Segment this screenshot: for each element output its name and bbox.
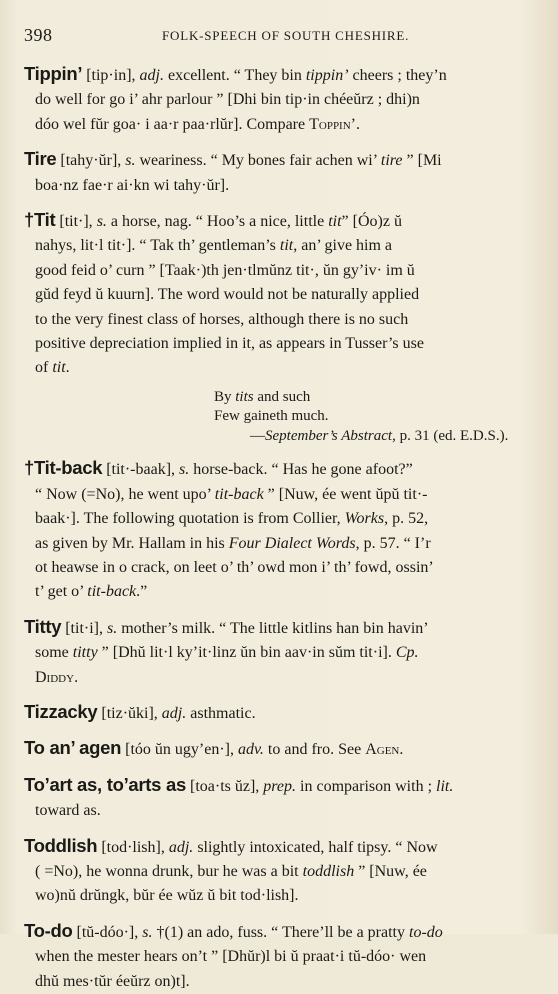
pronunciation: [toa·ts ŭz], bbox=[185, 777, 264, 795]
cross-reference: Agen bbox=[365, 741, 400, 759]
definition-text: asthmatic. bbox=[186, 705, 256, 723]
pronunciation: [tŭ-dóo·], bbox=[72, 923, 143, 941]
entry-line bbox=[24, 456, 542, 482]
definition-text: ” [Óo)z ŭ bbox=[341, 213, 402, 231]
headword: Toddlish bbox=[24, 834, 98, 856]
definition-text: when the mester hears on’t ” [Dhŭr)l bi ŭ praat·i tŭ-dóo· wen bbox=[35, 948, 427, 966]
pronunciation: [tiz·ŭki], bbox=[97, 705, 162, 723]
definition-text: , p. 52, bbox=[384, 510, 429, 528]
entry-line bbox=[24, 860, 542, 884]
part-of-speech: adj. bbox=[161, 705, 187, 723]
entry-line bbox=[24, 147, 542, 173]
definition-text: positive depreciation implied in it, as appears in Tusser’s use bbox=[35, 335, 424, 353]
entry-line bbox=[24, 88, 542, 112]
definition-text: good feid o’ curn ” [Taak·)th jen·tlmŭnz tit·, ŭn gy’iv· im ŭ bbox=[35, 261, 415, 279]
entry-line bbox=[24, 308, 542, 332]
compare-abbrev: Cp. bbox=[395, 644, 419, 662]
entry-toart-as bbox=[24, 773, 542, 824]
italic-example: tit bbox=[52, 359, 66, 377]
definition-text: dóo wel fŭr goa· i aa·r paa·rlŭr]. Compare bbox=[35, 115, 310, 133]
definition-text: nahys, lit·l tit·]. “ Tak th’ gentleman’s bbox=[35, 237, 280, 255]
pronunciation: [tit·i], bbox=[61, 619, 107, 637]
entry-line bbox=[24, 700, 542, 726]
entry-line bbox=[24, 641, 542, 665]
entry-line bbox=[24, 113, 542, 137]
headword: To-do bbox=[24, 919, 73, 941]
quotation-line bbox=[214, 388, 542, 408]
italic-example: tit bbox=[279, 237, 294, 255]
definition-text: baak·]. The following quotation is from Collier, bbox=[35, 510, 345, 528]
quotation-text: By bbox=[214, 388, 236, 405]
page-header bbox=[24, 25, 538, 47]
definition-text: excellent. “ They bin bbox=[163, 67, 306, 84]
headword: Tippin’ bbox=[24, 63, 83, 84]
quotation-italic: tits bbox=[235, 388, 254, 405]
headword: Tizzacky bbox=[24, 701, 98, 723]
part-of-speech: adj. bbox=[168, 838, 194, 856]
definition-text: “ Now (=No), he went upo’ bbox=[35, 485, 215, 503]
entry-line bbox=[24, 919, 542, 945]
cross-reference: Diddy bbox=[35, 668, 75, 686]
entry-line bbox=[24, 259, 542, 283]
definition-text: wo)nŭ drŭngk, bŭr ée wŭz ŭ bit tod·lish]. bbox=[35, 887, 299, 905]
definition-text: . bbox=[65, 359, 70, 377]
definition-text: ” [Mi bbox=[402, 152, 442, 170]
definition-text: mother’s milk. “ The little kitlins han bin havin’ bbox=[117, 619, 429, 637]
quotation-text: — bbox=[250, 427, 265, 444]
definition-text: as given by Mr. Hallam in his bbox=[35, 534, 229, 552]
pronunciation: [tod·lish], bbox=[97, 838, 169, 856]
entry-tippin bbox=[24, 62, 542, 137]
quotation-line bbox=[214, 407, 542, 427]
entry-line bbox=[24, 615, 542, 641]
entry-line bbox=[24, 356, 542, 380]
quotation-attribution bbox=[250, 427, 542, 447]
literal-abbrev: lit. bbox=[436, 777, 454, 795]
definition-text: slightly intoxicated, half tipsy. “ Now bbox=[193, 838, 438, 856]
headword: †Tit-back bbox=[24, 457, 103, 479]
italic-example: tit-back bbox=[87, 583, 137, 601]
italic-example: tit-back bbox=[214, 485, 264, 503]
definition-text: cheers ; they’n bbox=[348, 67, 447, 84]
cross-reference: Toppin’ bbox=[309, 115, 356, 133]
definition-text: t’ get o’ bbox=[35, 583, 88, 601]
part-of-speech: adv. bbox=[237, 741, 264, 759]
entry-titty bbox=[24, 615, 542, 690]
dictionary-body bbox=[24, 62, 542, 994]
entry-line bbox=[24, 332, 542, 356]
part-of-speech: s. bbox=[106, 619, 118, 637]
entry-line bbox=[24, 799, 542, 823]
quotation-text: Few gaineth much. bbox=[214, 408, 329, 425]
definition-text: ( =No), he wonna drunk, bur he was a bit bbox=[35, 863, 303, 881]
headword: Tire bbox=[24, 148, 57, 170]
definition-text: . bbox=[399, 741, 404, 759]
entry-line bbox=[24, 736, 542, 762]
definition-text: some bbox=[35, 644, 73, 662]
definition-text: weariness. “ My bones fair achen wi’ bbox=[135, 152, 381, 170]
definition-text: , p. 57. “ I’r bbox=[355, 534, 431, 552]
entry-line bbox=[24, 556, 542, 580]
definition-text: horse-back. “ Has he gone afoot?” bbox=[189, 461, 413, 479]
part-of-speech: s. bbox=[125, 152, 136, 170]
entry-tizzacky bbox=[24, 700, 542, 726]
definition-text: ” [Nuw, ée went ŭpŭ tit·- bbox=[263, 485, 428, 503]
italic-example: titty bbox=[72, 644, 98, 662]
definition-text: boa·nz fae·r ai·kn wi tahy·ŭr]. bbox=[35, 176, 230, 194]
pronunciation: [tip·in], bbox=[82, 67, 140, 84]
part-of-speech: s. bbox=[179, 461, 190, 479]
definition-text: of bbox=[35, 359, 53, 377]
definition-text: ” [Nuw, ée bbox=[354, 863, 427, 881]
entry-tit bbox=[24, 208, 542, 381]
entry-line bbox=[24, 532, 542, 556]
entry-line bbox=[24, 507, 542, 531]
source-title: Works bbox=[344, 510, 385, 528]
pronunciation: [tit·], bbox=[55, 213, 97, 231]
italic-example: tire bbox=[380, 152, 403, 170]
entry-line bbox=[24, 970, 542, 994]
quotation-text: and such bbox=[253, 388, 311, 405]
definition-text: . bbox=[74, 668, 79, 686]
definition-text: a horse, nag. “ Hoo’s a nice, little bbox=[106, 213, 329, 231]
entry-line bbox=[24, 834, 542, 860]
entry-line bbox=[24, 666, 542, 690]
italic-example: to-do bbox=[409, 923, 443, 941]
definition-text: toward as. bbox=[35, 802, 101, 820]
headword: To’art as, to’arts as bbox=[24, 773, 186, 795]
entry-toddlish bbox=[24, 834, 542, 909]
entry-line bbox=[24, 773, 542, 799]
running-head: FOLK-SPEECH OF SOUTH CHESHIRE. bbox=[162, 28, 410, 43]
definition-text: ” [Dhŭ lit·l ky’it·linz ŭn bin aav·in sŭm tit·i]. bbox=[97, 644, 396, 662]
headword: Titty bbox=[24, 615, 62, 637]
entry-line bbox=[24, 62, 542, 88]
source-title: Four Dialect Words bbox=[228, 534, 356, 552]
definition-text: gŭd feyd ŭ kuurn]. The word would not be naturally applied bbox=[35, 286, 420, 304]
headword: To an’ agen bbox=[24, 737, 122, 759]
definition-text: to the very finest class of horses, although there is no such bbox=[35, 310, 409, 328]
definition-text: ot heawse in o crack, on leet o’ th’ owd mon i’ th’ fowd, ossin’ bbox=[35, 559, 434, 576]
block-quotation bbox=[214, 388, 542, 447]
part-of-speech: prep. bbox=[263, 777, 297, 795]
definition-text: .” bbox=[136, 583, 148, 601]
italic-example: tit bbox=[328, 213, 342, 231]
source-title: September’s Abstract bbox=[265, 427, 393, 444]
definition-text: to and fro. See bbox=[263, 741, 366, 759]
pronunciation: [tóo ŭn ugy’en·], bbox=[121, 741, 238, 759]
definition-text: . bbox=[356, 115, 360, 133]
page-number: 398 bbox=[24, 25, 53, 45]
quotation-text: , p. 31 (ed. E.D.S.). bbox=[392, 427, 509, 444]
entry-line bbox=[24, 483, 542, 507]
definition-text: do well for go i’ ahr parlour ” [Dhi bin tip·in chéeŭrz ; dhi)n bbox=[35, 91, 420, 109]
pronunciation: [tahy·ŭr], bbox=[56, 152, 126, 170]
entry-line bbox=[24, 884, 542, 908]
entry-line bbox=[24, 208, 542, 234]
definition-text: dhŭ mes·tŭr éeŭrz on)t]. bbox=[35, 972, 190, 990]
part-of-speech: adj. bbox=[139, 67, 164, 84]
definition-text: in comparison with ; bbox=[296, 777, 437, 795]
headword: †Tit bbox=[24, 209, 56, 231]
entry-to-an-agen bbox=[24, 736, 542, 762]
part-of-speech: s. bbox=[96, 213, 107, 231]
pronunciation: [tit·-baak], bbox=[102, 461, 180, 479]
definition-text: †(1) an ado, fuss. “ There’ll be a pratty bbox=[152, 923, 409, 941]
definition-text: , an’ give him a bbox=[293, 237, 393, 255]
entry-line bbox=[24, 234, 542, 258]
entry-line bbox=[24, 174, 542, 198]
part-of-speech: s. bbox=[142, 923, 153, 941]
entry-tit-back bbox=[24, 456, 542, 604]
entry-line bbox=[24, 580, 542, 604]
entry-line bbox=[24, 283, 542, 307]
italic-example: tippin’ bbox=[305, 67, 349, 84]
entry-tire bbox=[24, 147, 542, 198]
entry-line bbox=[24, 945, 542, 969]
entry-to-do bbox=[24, 919, 542, 994]
italic-example: toddlish bbox=[302, 863, 355, 881]
